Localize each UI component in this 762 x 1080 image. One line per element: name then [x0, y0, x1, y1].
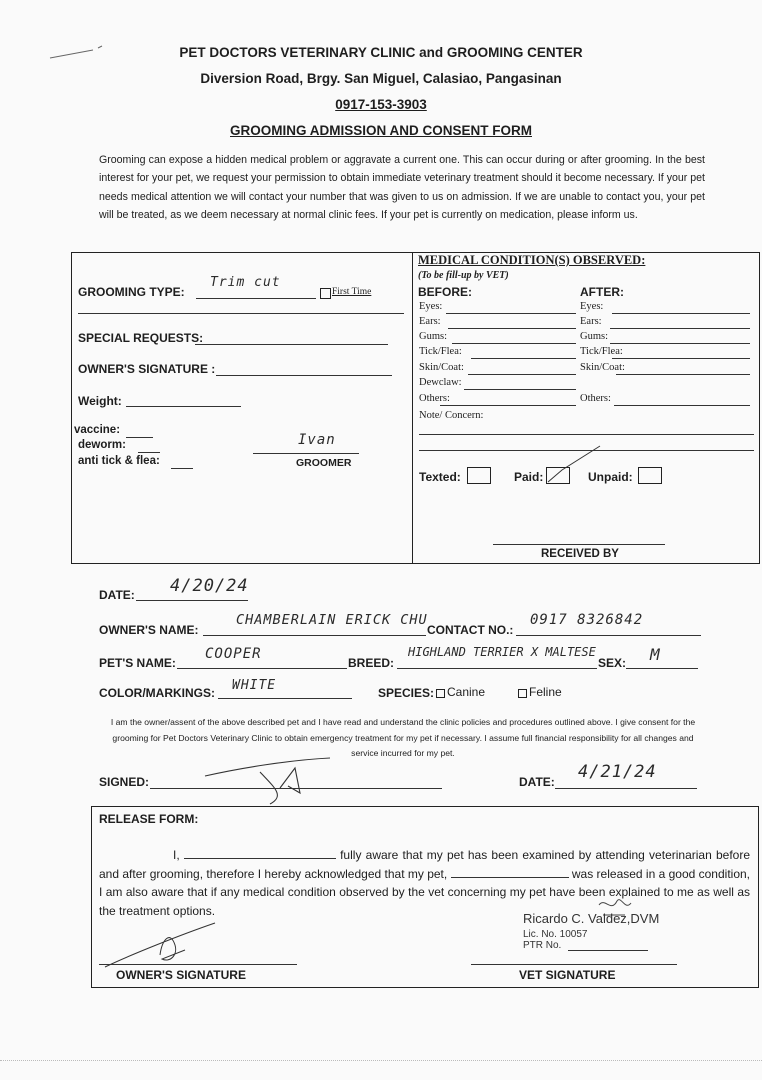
after-item-label: Tick/Flea:	[580, 346, 623, 357]
color-line	[218, 698, 352, 699]
page-edge	[0, 1060, 762, 1061]
vet-license: Lic. No. 10057	[523, 929, 588, 940]
after-item-label: Eyes:	[580, 301, 604, 312]
release-text-3: was released in a good condition, I am also aware that if any medical condition observed by the vet concerning my pet have been explained to me as well as the treatment options.	[99, 866, 750, 918]
after-item-line[interactable]	[610, 328, 750, 329]
before-item-line[interactable]	[464, 389, 576, 390]
after-item-line[interactable]	[612, 313, 750, 314]
after-item-label: Ears:	[580, 316, 602, 327]
weight-label: Weight:	[78, 394, 122, 408]
breed-line	[397, 668, 597, 669]
groomer-line	[253, 453, 359, 454]
before-item-line[interactable]	[471, 358, 576, 359]
release-text-2: fully aware that my pet has been examined by attending veterinarian before and after grooming, therefore I hereby acknowledged that my pet,	[99, 848, 750, 881]
owner-signature-scribble	[200, 748, 350, 808]
pet-name-line	[177, 668, 347, 669]
vet-ptr-line	[568, 950, 648, 951]
signed-label: SIGNED:	[99, 775, 150, 789]
texted-label: Texted:	[419, 470, 461, 484]
color-label: COLOR/MARKINGS:	[99, 686, 215, 700]
pet-name-value[interactable]: COOPER	[205, 646, 262, 662]
release-owner-blank[interactable]	[184, 847, 336, 859]
note-concern-label: Note/ Concern:	[419, 410, 484, 421]
before-item-label: Ears:	[419, 316, 441, 327]
contact-value[interactable]: 0917 8326842	[530, 612, 644, 628]
after-label: AFTER:	[580, 285, 624, 299]
before-item-line[interactable]	[448, 328, 576, 329]
before-item-line[interactable]	[440, 405, 576, 406]
grooming-type-label: GROOMING TYPE:	[78, 285, 185, 299]
antitick-label: anti tick & flea:	[78, 455, 160, 467]
vaccine-label: vaccine:	[74, 424, 121, 436]
before-label: BEFORE:	[418, 285, 472, 299]
deworm-line[interactable]	[138, 452, 160, 453]
after-item-label: Skin/Coat:	[580, 362, 625, 373]
after-item-label: Gums:	[580, 331, 609, 342]
clinic-name: PET DOCTORS VETERINARY CLINIC and GROOMING CENTER	[179, 45, 583, 60]
groomer-label: GROOMER	[296, 457, 352, 469]
medical-subtitle: (To be fill-up by VET)	[418, 270, 509, 281]
breed-value[interactable]: HIGHLAND TERRIER X MALTESE	[408, 645, 596, 659]
release-owner-signature-label: OWNER'S SIGNATURE	[116, 968, 246, 982]
feline-checkbox[interactable]	[518, 689, 527, 698]
contact-label: CONTACT NO.:	[427, 623, 514, 637]
vet-ptr: PTR No.	[523, 940, 562, 951]
special-requests-line[interactable]	[195, 344, 388, 345]
after-item-line[interactable]	[616, 374, 750, 375]
date-label: DATE:	[99, 588, 135, 602]
grooming-type-line	[196, 298, 316, 299]
release-owner-signature-scribble	[100, 915, 220, 975]
release-owner-signature-line[interactable]	[99, 964, 297, 965]
before-item-line[interactable]	[446, 313, 576, 314]
color-value[interactable]: WHITE	[232, 678, 277, 693]
release-paragraph	[99, 846, 750, 920]
release-pet-blank[interactable]	[451, 866, 569, 878]
intro-paragraph: Grooming can expose a hidden medical problem or aggravate a current one. This can occur during or after grooming. In the best interest for your pet, we request your permission to obtain immediate veterinary treatment should it become necessary. If your pet needs medical attention we will contact your number that was given to us on admission. If we are unable to contact you, your pet will be treated, as we deem necessary at normal clinic fees. If your pet is currently on medication, please inform us.	[99, 154, 705, 221]
received-by-label: RECEIVED BY	[541, 548, 619, 560]
sex-line	[626, 668, 698, 669]
sex-label: SEX:	[598, 656, 627, 670]
after-item-line[interactable]	[612, 358, 750, 359]
owner-signature-label-top: OWNER'S SIGNATURE :	[78, 362, 216, 376]
sex-value[interactable]: M	[650, 645, 661, 664]
pet-name-label: PET'S NAME:	[99, 656, 176, 670]
first-time-label: First Time	[332, 287, 372, 297]
before-item-label: Tick/Flea:	[419, 346, 462, 357]
after-item-line[interactable]	[614, 405, 750, 406]
breed-label: BREED:	[348, 656, 395, 670]
signed-date-line	[555, 788, 697, 789]
special-requests-label: SPECIAL REQUESTS:	[78, 331, 204, 345]
paid-label: Paid:	[514, 470, 544, 484]
clinic-phone: 0917-153-3903	[335, 97, 427, 112]
vaccine-line[interactable]	[126, 437, 153, 438]
before-item-label: Dewclaw:	[419, 377, 462, 388]
date-value[interactable]: 4/20/24	[170, 576, 249, 596]
owner-name-value[interactable]: CHAMBERLAIN ERICK CHU	[236, 612, 428, 628]
note-line-1[interactable]	[419, 434, 754, 435]
received-by-line[interactable]	[493, 544, 665, 545]
release-title: RELEASE FORM:	[99, 812, 199, 826]
before-item-label: Skin/Coat:	[419, 362, 464, 373]
owner-name-line	[203, 635, 426, 636]
clinic-address: Diversion Road, Brgy. San Miguel, Calasiao, Pangasinan	[200, 71, 562, 86]
after-item-label: Others:	[580, 393, 611, 404]
texted-checkbox[interactable]	[467, 467, 491, 484]
grooming-type-line-2	[78, 313, 404, 314]
consent-paragraph: I am the owner/assent of the above described pet and I have read and understand the clinic policies and procedures outlined above. I give consent for the grooming for Pet Doctors Veterinary Clinic to obtain emergency treatment for my pet if necessary. I assume full financial responsibility for all changes and service incurred for my pet.	[110, 717, 696, 758]
canine-checkbox[interactable]	[436, 689, 445, 698]
date-line	[136, 600, 248, 601]
unpaid-checkbox[interactable]	[638, 467, 662, 484]
after-item-line[interactable]	[610, 343, 750, 344]
unpaid-label: Unpaid:	[588, 470, 633, 484]
signed-date-label: DATE:	[519, 775, 555, 789]
vet-signature-label: VET SIGNATURE	[519, 968, 616, 982]
grooming-type-value[interactable]: Trim cut	[210, 275, 281, 290]
deworm-label: deworm:	[78, 439, 126, 451]
box-divider	[412, 252, 413, 563]
antitick-line[interactable]	[171, 468, 193, 469]
before-item-label: Gums:	[419, 331, 448, 342]
species-label: SPECIES:	[378, 686, 435, 700]
canine-label: Canine	[447, 685, 486, 699]
form-title: GROOMING ADMISSION AND CONSENT FORM	[230, 123, 532, 138]
groomer-value: Ivan	[298, 432, 336, 448]
before-item-line[interactable]	[452, 343, 576, 344]
release-text-1: I,	[173, 848, 184, 862]
contact-line	[516, 635, 701, 636]
vet-name: Ricardo C. Valdez,DVM	[523, 911, 660, 926]
vet-signature-line[interactable]	[471, 964, 677, 965]
first-time-checkbox[interactable]	[320, 288, 331, 299]
before-item-label: Others:	[419, 393, 450, 404]
owner-signature-line-top[interactable]	[216, 375, 392, 376]
before-item-line[interactable]	[468, 374, 576, 375]
before-item-label: Eyes:	[419, 301, 443, 312]
signed-date-value[interactable]: 4/21/24	[578, 762, 657, 782]
owner-name-label: OWNER'S NAME:	[99, 623, 199, 637]
feline-label: Feline	[529, 685, 562, 699]
weight-line[interactable]	[126, 406, 241, 407]
medical-title: MEDICAL CONDITION(S) OBSERVED:	[418, 253, 646, 267]
